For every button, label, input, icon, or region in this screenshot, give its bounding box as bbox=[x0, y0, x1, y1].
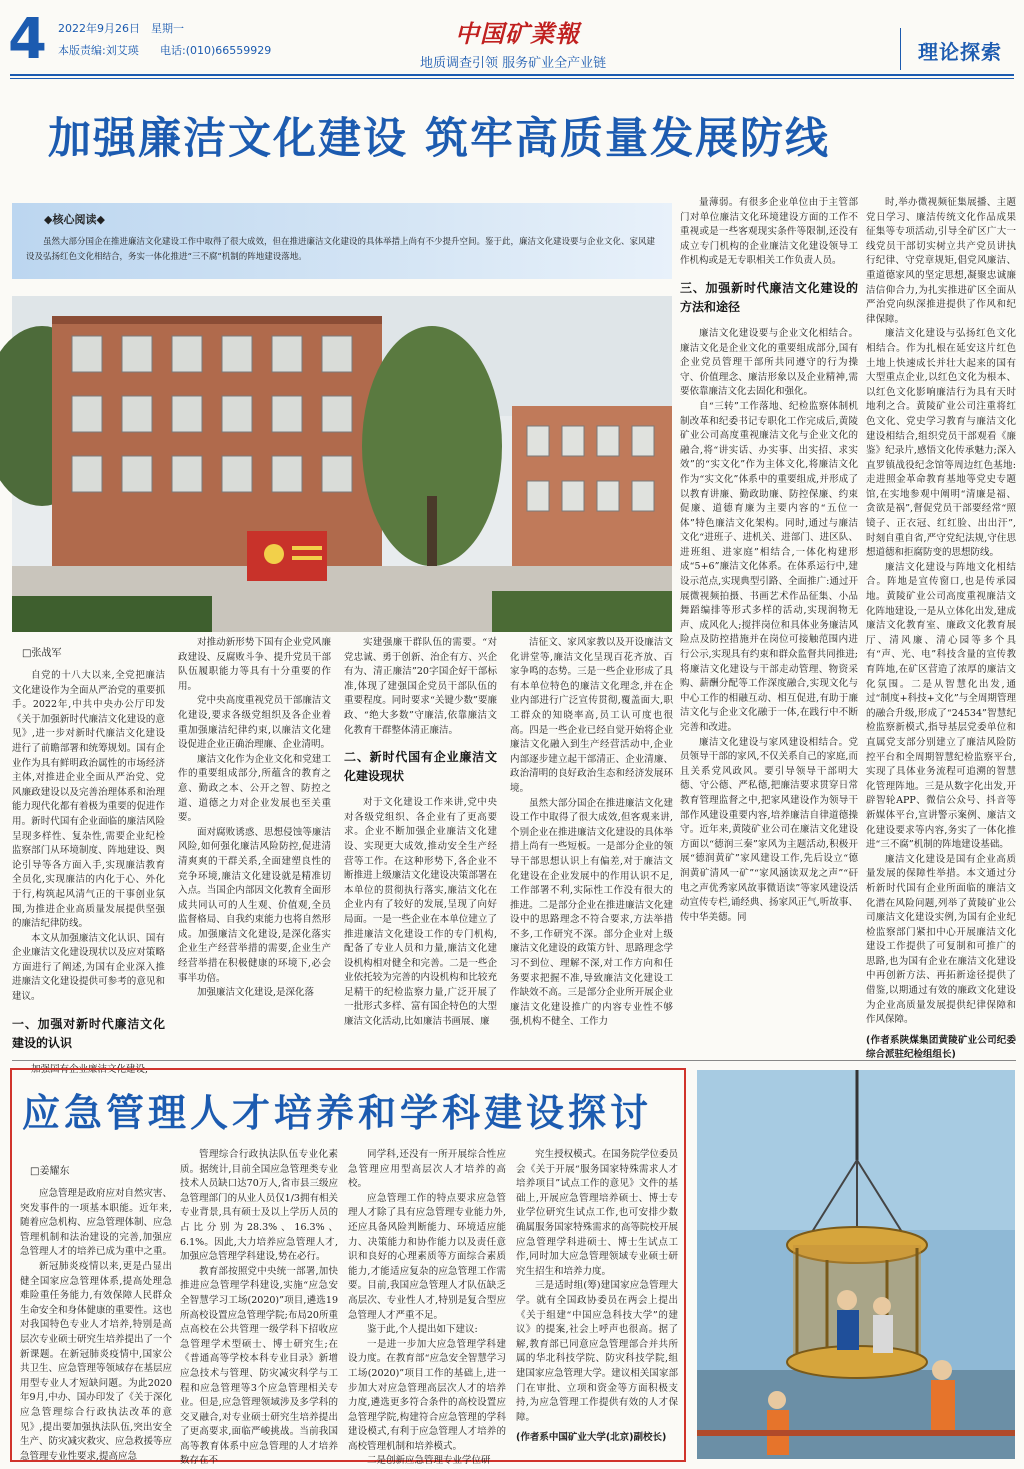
paragraph: 虽然大部分国企在推进廉洁文化建设工作中取得了很大成效,但客观来讲,个别企业在推进廉洁文化建设的具体举措上尚有一些短板。一是部分企业的领导干部思想认识上有偏差,对于廉洁文化建设在企业发展中的作用认识不足,工作部署不利,实际性工作没有很大的推进。二是部分企业在推进廉洁文化建设中的思路理念不符合要求,方法举措不多,工作研究不深。部分企业对上级廉洁文化建设的政策方针、思路理念学习不到位、理解不深,对工作方向和任务要求把握不准,导致廉洁文化建设工作缺效不高。三是部分企业所开展企业廉洁文化建设推广的内容专业性不够强,机构不健全、工作力 bbox=[510, 797, 673, 1028]
article2-column-2 bbox=[180, 1148, 338, 1467]
paragraph: 廉洁文化作为企业文化和党建工作的重要组成部分,所蕴含的教育之意、勤政之本、公开之智、防控之道、道德之力对企业发展也至关重要。 bbox=[178, 753, 331, 824]
header-rule bbox=[10, 74, 1014, 76]
paragraph: 廉洁文化建设要与企业文化相结合。廉洁文化是企业文化的重要组成部分,国有企业党员管理干部所共同遵守的行为操守、价值理念、廉洁形象以及企业精神,需要依靠廉洁文化去固化和强化。 bbox=[680, 327, 858, 398]
article2-headline: 应急管理人才培养和学科建设探讨 bbox=[22, 1090, 653, 1135]
article2-column-4 bbox=[516, 1148, 678, 1456]
page-number: 4 bbox=[8, 7, 47, 72]
paragraph: 廉洁文化建设与弘扬红色文化相结合。作为扎根在延安这片红色土地上快速成长并壮大起来的国有大型重点企业,以红色文化为根本、以红色文化影响廉洁行为具有天时地利之合。黄陵矿业公司注重将红色文化、党史学习教育与廉洁文化建设相结合,组织党员干部观看《廉鉴》纪录片,感悟文化传承魅力;深入直罗镇战役纪念馆等周边红色基地:走进照金革命教育基地等党史专题馆,在实地参观中阐明“清廉是福、贪欲是祸”,督促党员干部要经常“照镜子、正衣冠、红红脸、出出汗”,时刻自重自省,严守党纪法规,守住思想道德和拒腐防变的思想防线。 bbox=[866, 328, 1016, 559]
article2-author: □姜耀东 bbox=[30, 1166, 70, 1177]
paragraph: 新冠肺炎疫情以来,更是凸显出健全国家应急管理体系,提高处理急难险重任务能力,有效保障人民群众生命安全和身体健康的重要性。这也对我国特色专业人才培养,特别是高层次专业硕士研究生培养提出了一个新课题。在新冠肺炎疫情中,国家公共卫生、应急管理等领域存在基层应用型专业人才短缺问题。为此2020年9月,中办、国办印发了《关于深化应急管理综合行政执法改革的意见》,提出要加强执法队伍,突出安全生产、防灾减灾救灾、应急救援等应急管理专业性要求,提高应急 bbox=[20, 1260, 173, 1462]
paragraph: 量薄弱。有很多企业单位由于主管部门对单位廉洁文化环境建设方面的工作不重视或是一些客观现实条件等限制,还没有成立专门机构的企业廉洁文化建设领导工作机构或是无专职相关工作负责人员。 bbox=[680, 197, 858, 267]
article1-column-4 bbox=[510, 636, 673, 1054]
core-reading-text: 虽然大部分国企在推进廉洁文化建设工作中取得了很大成效，但在推进廉洁文化建设的具体举措上尚有不少提升空间。鉴于此，廉洁文化建设要与企业文化、家风建设及弘扬红色文化相结合，务实一体化推进“三不腐”机制的阵地建设落地。 bbox=[26, 237, 656, 262]
article1-column-1 bbox=[12, 644, 165, 1075]
article1-author: □张战军 bbox=[22, 648, 62, 659]
article1-headline: 加强廉洁文化建设 筑牢高质量发展防线 bbox=[48, 114, 830, 164]
contact-phone: 电话:(010)66559929 bbox=[160, 44, 272, 57]
article1-subheading-2: 二、新时代国有企业廉洁文化建设现状 bbox=[344, 750, 497, 784]
paragraph: 时,举办微视频征集展播、主题党日学习、廉洁传统文化作品成果征集等专项活动,引导全矿区广大一线党员干部切实树立共产党员讲执行纪律、守党章规矩,倡党风廉洁、重道德家风的坚定思想,凝聚忠诚廉洁信仰合力,为扎实推进矿区全面从严治党向纵深推进提供了作风和纪律保障。 bbox=[866, 197, 1016, 325]
paragraph: 三是适时组(筹)建国家应急管理大学。就有全国政协委员在两会上提出《关于组建“中国应急科技大学”的建议》的提案,社会上呼声也很高。据了解,教育部已同意应急管理部合并共所属的华北科技学院、防灾科技学院,组建国家应急管理大学。建议相关国家部门在审批、立项和资金等方面积极支持,为应急管理工作提供有效的人才保障。 bbox=[516, 1280, 678, 1423]
rescue-capsule-photo bbox=[697, 1070, 1015, 1459]
paragraph: 自“三转”工作落地、纪检监察体制机制改革和纪委书记专职化工作完成后,黄陵矿业公司高度重视廉洁文化与企业文化的融合,将“讲实话、办实事、出实招、求实效”的“实文化”作为主体文化,将廉洁文化作为“实文化”体系中的重要组成,并形成了以教育讲廉、勤政助廉、防控保廉、约束促廉、道德育廉为主要内容的“五位一体”特色廉洁文化架构。同时,通过与廉洁文化“进班子、进机关、进部门、进区队、进班组、进家庭”相结合,一体化构建形成“5+6”廉洁文化体系。在体系运行中,建设示范点,实现典型引路、全面推广:通过开展微视频拍摄、书画艺术作品征集、小品舞蹈编排等形式多样的活动,实现润物无声、成风化人;搅拌岗位和具体业务廉洁风险点及防控措施并在岗位可接触范围内进行公示,实现具有约束和群众监督共同推进;将廉洁文化建设与干部走动管理、物资采购、薪酬分配等工作深度融合,实现文化与中心工作的相融互动、相互促进,有助于廉洁文化与企业文化融于一体,在践行中不断完善和改进。 bbox=[680, 400, 858, 733]
newspaper-masthead: 中国矿業報 bbox=[455, 19, 580, 48]
header-divider bbox=[900, 28, 901, 70]
paragraph: 同学科,还没有一所开展综合性应急管理应用型高层次人才培养的高校。 bbox=[348, 1149, 506, 1190]
article2-column-3 bbox=[348, 1148, 506, 1467]
paragraph: 廉洁文化建设是国有企业高质量发展的保障性举措。本文通过分析新时代国有企业所面临的廉洁文化潜在风险问题,列举了黄陵矿业公司廉洁文化建设实例,为国有企业纪检监察部门紧扣中心开展廉洁文化建设工作提供了可复制和可推广的思路,也为国有企业在廉洁文化建设中再创新方法、再拓新途径提供了借鉴,以期通过有效的廉政文化建设为企业高质量发展提供纪律保障和作风保障。 bbox=[866, 853, 1016, 1026]
header-rule-thin bbox=[10, 78, 1014, 79]
core-reading-title: ◆核心阅读◆ bbox=[44, 213, 105, 226]
section-name: 理论探索 bbox=[918, 40, 1002, 64]
newspaper-slogan: 地质调查引领 服务矿业全产业链 bbox=[420, 56, 607, 71]
paragraph: 应急管理是政府应对自然灾害、突发事件的一项基本职能。近年来,随着应急机构、应急管理体制、应急管理机制和法治建设的完善,加强应急管理人才的培养已成为重中之重。 bbox=[20, 1188, 173, 1258]
page-editor: 本版责编:刘艾瑛 bbox=[58, 44, 139, 57]
paragraph: 廉洁文化建设与阵地文化相结合。阵地是宣传窗口,也是传承园地。黄陵矿业公司高度重视廉洁文化阵地建设,一是从立体化出发,建成廉洁文化教育室、廉政文化教育展厅、清风廉、清心园等多个具有“声、光、电”科技含量的宣传教育阵地,在矿区营造了浓厚的廉洁文化氛围。二是从智慧化出发,通过“制度+科技+文化”与全周期管理的融合升级,形成了“24534”智慧纪检监察新模式,指导基层党委单位和直属党支部分别建立了廉洁风险防控平台和全周期智慧纪检监察平台,实现了具体业务流程可追溯的智慧化管理阵地。三是从数字化出发,开辟智轮APP、微信公众号、抖音等新媒体平台,宣讲警示案例、廉洁文化建设要求等内容,务实了一体化推进“三不腐”机制的阵地建设基础。 bbox=[866, 561, 1016, 851]
paragraph: 加强国有企业廉洁文化建设, bbox=[31, 1063, 149, 1075]
paragraph: 究生授权模式。在国务院学位委员会《关于开展“服务国家特殊需求人才培养项目”试点工作的意见》文件的基础上,开展应急管理培养硕士、博士专业学位研究生试点工作,也可安排少数确属服务国家特殊需求的高等院校开展应急管理学科进硕士、博士生试点工作,同时加大应急管理领域专业硕士研究生招生和培养力度。 bbox=[516, 1149, 678, 1277]
paragraph: 一是进一步加大应急管理学科建设力度。在教育部“应急安全智慧学习工场(2020)”项目工作的基础上,进一步加大对应急管理高层次人才的培养力度,遴选更多符合条件的高校设置应急管理学院,构建符合应急管理的学科建设模式,有利于应急管理人才培养的高校管理机制和培养模式。 bbox=[348, 1338, 506, 1452]
article1-subheading-3: 三、加强新时代廉洁文化建设的方法和途径 bbox=[680, 280, 858, 314]
article-divider bbox=[12, 1060, 1016, 1061]
paragraph: 对于文化建设工作来讲,党中央对各级党组织、各企业有了更高要求。企业不断加强企业廉洁文化建设、实现更大成效,推动安全生产经营等工作。在这种形势下,各企业不断推进上级廉洁文化建设决策部署在本单位的贯彻执行落实,廉洁文化在企业内有了较好的发展,呈现了向好局面。一是一些企业在本单位建立了推进廉洁文化建设工作的专门机构,配备了专业人员和力量,廉洁文化建设机构相对健全和完善。二是一些企业依托较为完善的内设机构和比较充足精干的纪检监察力量,广泛开展了一批形式多样、富有国企特色的大型廉洁文化活动,比如廉洁书画展、廉 bbox=[344, 797, 497, 1028]
building-photo bbox=[12, 296, 672, 632]
paragraph: 本文从加强廉洁文化认识、国有企业廉洁文化建设现状以及应对策略方面进行了阐述,为国有企业深入推进廉洁文化建设提供可参考的意见和建议。 bbox=[12, 932, 165, 1003]
paragraph: 教育部按照党中央统一部署,加快推进应急管理学科建设,实施“应急安全智慧学习工场(2020)”项目,遴选19所高校设置应急管理学院;布局20所重点高校在公共管理一级学科下招收应急管理学术型硕士、博士研究生;在《普通高等学校本科专业目录》新增应急技术与管理、防灾减灾科学与工程和应急管理等3个应急管理相关专业。但是,应急管理领域涉及多学科的交叉融合,对专业硕士研究生培养提出了更高要求,面临严峻挑战。当前我国高等教育体系中应急管理的人才培养数存在不 bbox=[180, 1265, 338, 1467]
paragraph: 加强廉洁文化建设,是深化落 bbox=[197, 987, 315, 999]
article1-column-3 bbox=[344, 636, 497, 1054]
issue-date: 2022年9月26日 星期一 bbox=[58, 22, 184, 35]
paragraph: 自党的十八大以来,全党把廉洁文化建设作为全面从严治党的重要抓手。2022年,中共中央办公厅印发《关于加强新时代廉洁文化建设的意见》,进一步对新时代廉洁文化建设进行了前瞻部署和统筹规划。国有企业作为具有鲜明政治属性的市场经济主体,对推进企业全面从严治党、党风廉政建设以及完善治理体系和治理能力现代化都有着极为重要的促进作用。新时代国有企业面临的廉洁风险呈现多样性、复杂性,需要企业纪检监察部门从环境制度、阵地建设、舆论引导等各方面入手,实现廉洁教育全员化,实现廉洁的内化于心、外化于行,构筑起风清气正的干事创业氛围,为推进企业高质量发展提供坚强的廉洁纪律防线。 bbox=[12, 670, 165, 930]
article1-column-6 bbox=[866, 196, 1016, 1060]
article2-author-note: (作者系中国矿业大学(北京)副校长) bbox=[516, 1432, 667, 1444]
article1-column-5 bbox=[680, 196, 858, 1054]
paragraph: 面对腐败诱惑、思想侵蚀等廉洁风险,如何强化廉洁风险防控,促进清清爽爽的干群关系,全面建塑良性的竞争环境,廉洁文化建设就是精准切入点。当国企内部因文化教育全面形成共同认可的人生观、价值观,全员监督格局、自我约束能力也将自然形成。加强廉洁文化建设,是深化落实企业生产经营举措的需要,企业生产经营举措在积极健康的环境下,必会事半功倍。 bbox=[178, 826, 331, 984]
paragraph: 廉洁文化建设与家风建设相结合。党员领导干部的家风,不仅关系自己的家庭,而且关系党风政风。要引导领导干部明大德、守公德、严私德,把廉洁要求贯穿日常教育管理监督之中,把家风建设作为领导干部作风建设重要内容,培养廉洁自律道德操守。近年来,黄陵矿业公司在廉洁文化建设方面以“德润三秦”家风为主题活动,积极开展“德润黄矿”家风建设工作,先后设立“德润黄矿清风一矿”“家风涵读双龙之声”“矸电之声优秀家风故事微语读”等家风建设活动宣传专栏,诵经典、扬家风正气,听故事、传中华美德。同 bbox=[680, 736, 858, 923]
paragraph: 洁征文、家风家教以及开设廉洁文化讲堂等,廉洁文化呈现百花齐放、百家争鸣的态势。三是一些企业形成了具有本单位特色的廉洁文化理念,并在企业内部进行广泛宣传贯彻,覆盖面大,职工群众的知晓率高,员工认可度也很高。四是一些企业已经自觉开始将企业廉洁文化融入到生产经营活动中,企业内部逐步建立起干部清正、企业清廉、政治清明的良好政治生态和经济发展环境。 bbox=[510, 637, 673, 794]
paragraph: 对推动新形势下国有企业党风廉政建设、反腐败斗争、提升党员干部队伍履职能力等具有十分重要的作用。 bbox=[178, 637, 331, 692]
article1-column-2 bbox=[178, 636, 331, 1054]
paragraph: 党中央高度重视党员干部廉洁文化建设,要求各级党组织及各企业着重加强廉洁纪律约束,以廉洁文化建设促进企业正确治理廉、企业清明。 bbox=[178, 695, 331, 751]
page-header bbox=[0, 0, 1024, 92]
paragraph: 鉴于此,个人提出如下建议: bbox=[367, 1324, 478, 1336]
paragraph: 应急管理工作的特点要求应急管理人才除了具有应急管理专业能力外,还应具备风险判断能力、环境适应能力、决策能力和协作能力以及责任意识和良好的心理素质等方面综合素质能力,才能适应复杂的应急管理工作需要。目前,我国应急管理人才队伍缺乏高层次、专业性人才,特别是复合型应急管理人才严重不足。 bbox=[348, 1192, 506, 1321]
paragraph: 管理综合行政执法队伍专业化素质。据统计,目前全国应急管理类专业技术人员缺口达70万人,省市县三级应急管理部门的从业人员仅1/3拥有相关专业背景,具有硕士及以上学历人员的占比分别为28.3%、16.3%、6.1%。因此,大力培养应急管理人才,加强应急管理学科建设,势在必行。 bbox=[180, 1149, 338, 1263]
article1-subheading-1: 一、加强对新时代廉洁文化建设的认识 bbox=[12, 1016, 165, 1050]
article1-author-note: (作者系陕煤集团黄陵矿业公司纪委综合派驻纪检组组长) bbox=[866, 1034, 1016, 1060]
core-reading-box bbox=[12, 203, 672, 279]
paragraph: 实建强廉干群队伍的需要。“对党忠诚、勇于创新、治企有方、兴企有为、清正廉洁”20字国企好干部标准,体现了建强国企党员干部队伍的重要程度。同时要求“关键少数”要廉政、“绝大多数”守廉洁,依靠廉洁文化教育干群整体清正廉洁。 bbox=[344, 637, 497, 736]
paragraph: 二是创新应急管理专业学位研 bbox=[367, 1455, 491, 1467]
article2-column-1 bbox=[20, 1162, 173, 1462]
